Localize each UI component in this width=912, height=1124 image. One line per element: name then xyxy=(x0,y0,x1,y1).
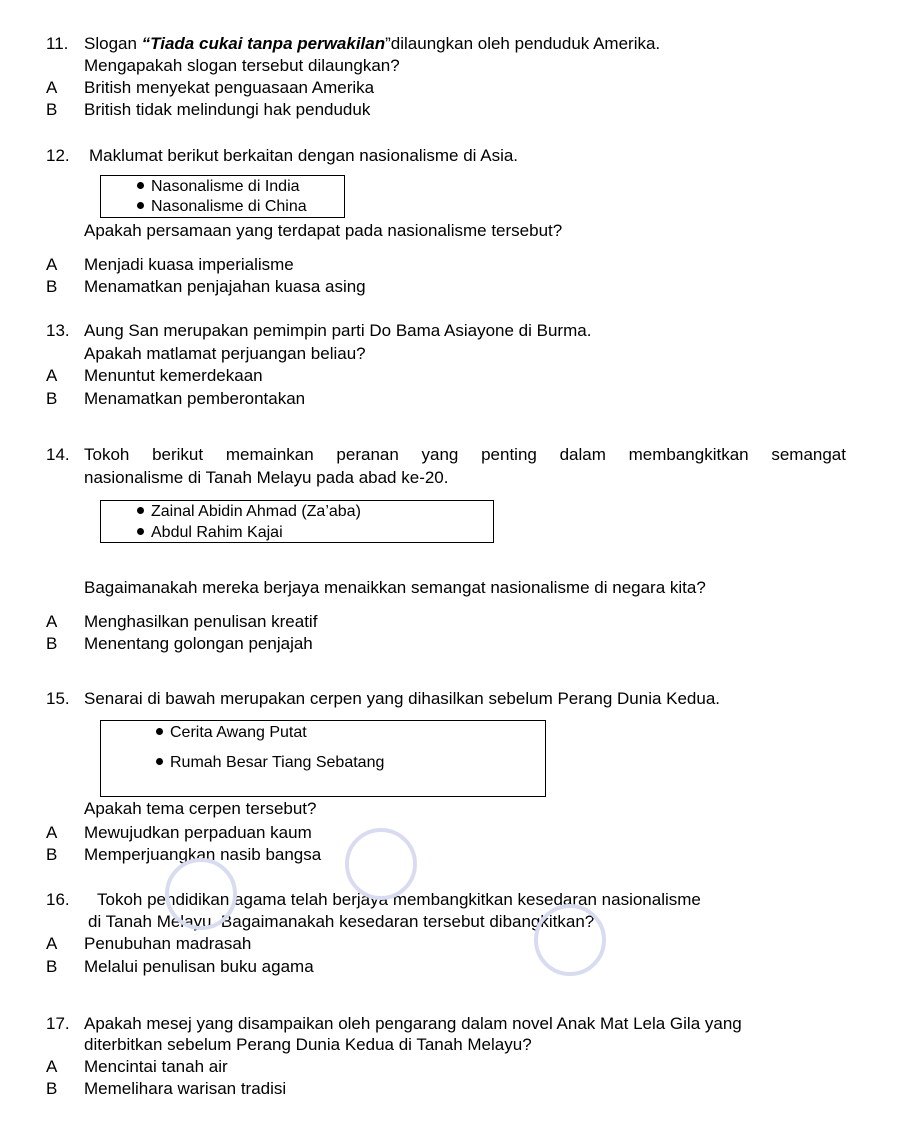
option-a-text: Mewujudkan perpaduan kaum xyxy=(84,823,312,842)
option-a-text: Menghasilkan penulisan kreatif xyxy=(84,612,318,631)
question-number: 14. xyxy=(46,445,70,464)
option-a-text: Penubuhan madrasah xyxy=(84,934,252,953)
question-number: 17. xyxy=(46,1014,70,1033)
option-b-text: British tidak melindungi hak penduduk xyxy=(84,100,371,119)
option-letter-b: B xyxy=(46,1079,58,1098)
bullet-icon xyxy=(137,507,144,514)
watermark-ring xyxy=(534,904,606,976)
question-text-pre: Slogan xyxy=(84,34,142,53)
question-text: Aung San merupakan pemimpin parti Do Bama Asiayone di Burma. xyxy=(84,321,592,340)
question-prompt: Apakah tema cerpen tersebut? xyxy=(84,799,317,818)
question-prompt: Apakah persamaan yang terdapat pada nasionalisme tersebut? xyxy=(84,221,563,240)
info-box xyxy=(100,175,345,218)
question-text: Senarai di bawah merupakan cerpen yang dihasilkan sebelum Perang Dunia Kedua. xyxy=(84,689,721,708)
option-letter-a: A xyxy=(46,1057,58,1076)
watermark-ring xyxy=(165,858,237,930)
question-text: Apakah mesej yang disampaikan oleh pengarang dalam novel Anak Mat Lela Gila yang xyxy=(84,1014,742,1033)
info-box xyxy=(100,500,494,543)
option-b-text: Menamatkan pemberontakan xyxy=(84,389,306,408)
info-box-item: Abdul Rahim Kajai xyxy=(137,524,283,542)
bullet-icon xyxy=(137,182,144,189)
option-a-text: Menjadi kuasa imperialisme xyxy=(84,255,294,274)
option-letter-b: B xyxy=(46,100,58,119)
option-letter-a: A xyxy=(46,366,58,385)
option-letter-a: A xyxy=(46,612,58,631)
option-a-text: Menuntut kemerdekaan xyxy=(84,366,263,385)
option-letter-a: A xyxy=(46,255,58,274)
list-box-item: Cerita Awang Putat xyxy=(156,724,307,742)
question-text: Tokoh berikut memainkan peranan yang penting dalam membangkitkan semangat xyxy=(84,445,846,464)
question-line-2: di Tanah Melayu. Bagaimanakah kesedaran tersebut dibangkitkan? xyxy=(88,912,595,931)
option-letter-b: B xyxy=(46,845,58,864)
option-letter-b: B xyxy=(46,277,58,296)
bullet-icon xyxy=(156,728,163,735)
question-number: 16. xyxy=(46,890,70,909)
info-box-item: Nasonalisme di India xyxy=(137,178,300,196)
question-line-2: nasionalisme di Tanah Melayu pada abad ke-20. xyxy=(84,468,449,487)
bullet-icon xyxy=(137,202,144,209)
question-text-post: ”dilaungkan oleh penduduk Amerika. xyxy=(385,34,661,53)
option-letter-a: A xyxy=(46,934,58,953)
option-a-text: Mencintai tanah air xyxy=(84,1057,228,1076)
option-b-text: Memperjuangkan nasib bangsa xyxy=(84,845,322,864)
option-b-text: Melalui penulisan buku agama xyxy=(84,957,314,976)
question-text: Tokoh pendidikan agama telah berjaya membangkitkan kesedaran nasionalisme xyxy=(97,890,701,909)
question-number: 12. xyxy=(46,146,70,165)
option-letter-b: B xyxy=(46,634,58,653)
question-number: 11. xyxy=(46,34,69,53)
option-letter-a: A xyxy=(46,78,58,97)
question-prompt: Bagaimanakah mereka berjaya menaikkan semangat nasionalisme di negara kita? xyxy=(84,578,706,597)
bullet-icon xyxy=(156,758,163,765)
option-b-text: Menentang golongan penjajah xyxy=(84,634,313,653)
question-line-2: Apakah matlamat perjuangan beliau? xyxy=(84,344,366,363)
question-text: Maklumat berikut berkaitan dengan nasionalisme di Asia. xyxy=(89,146,519,165)
watermark-ring xyxy=(345,828,417,900)
option-b-text: Memelihara warisan tradisi xyxy=(84,1079,287,1098)
list-box xyxy=(100,720,546,797)
option-letter-a: A xyxy=(46,823,58,842)
question-number: 15. xyxy=(46,689,70,708)
question-text xyxy=(84,34,660,54)
question-line-2: Mengapakah slogan tersebut dilaungkan? xyxy=(84,56,400,75)
list-box-item: Rumah Besar Tiang Sebatang xyxy=(156,754,384,772)
option-letter-b: B xyxy=(46,957,58,976)
option-a-text: British menyekat penguasaan Amerika xyxy=(84,78,375,97)
info-box-item: Nasonalisme di China xyxy=(137,198,307,216)
bullet-icon xyxy=(137,528,144,535)
question-line-2: diterbitkan sebelum Perang Dunia Kedua di Tanah Melayu? xyxy=(84,1035,532,1054)
slogan-text: “Tiada cukai tanpa perwakilan xyxy=(141,34,386,53)
option-letter-b: B xyxy=(46,389,58,408)
info-box-item: Zainal Abidin Ahmad (Za’aba) xyxy=(137,503,361,521)
question-number: 13. xyxy=(46,321,70,340)
option-b-text: Menamatkan penjajahan kuasa asing xyxy=(84,277,366,296)
